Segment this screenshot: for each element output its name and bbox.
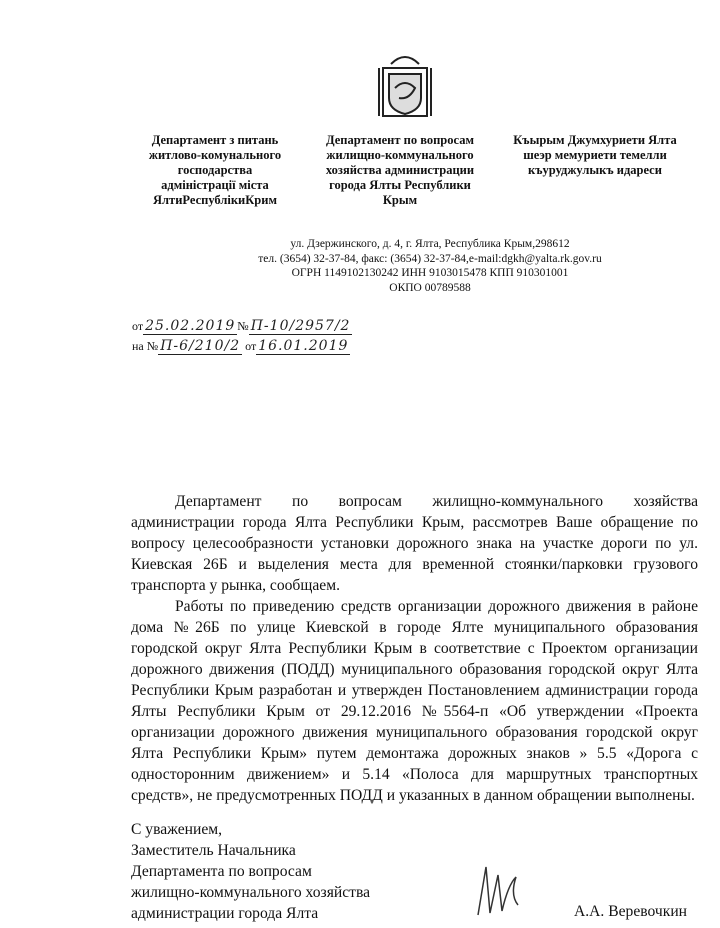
address: ул. Дзержинского, д. 4, г. Ялта, Республика Крым,298612: [290, 238, 570, 250]
header-line: шеэр мемуриети темелли: [523, 148, 667, 162]
header-ua: [140, 133, 290, 208]
label: от: [245, 339, 257, 353]
header-line: жилищно-коммунального: [326, 148, 474, 162]
outgoing-ref: [132, 318, 352, 334]
header-line: адміністрації міста: [161, 178, 269, 192]
letter-body: [131, 491, 698, 806]
incoming-number: П-6/210/2: [160, 338, 241, 354]
header-line: ЯлтиРеспублікиКрим: [153, 193, 277, 207]
registration-codes: ОГРН 1149102130242 ИНН 9103015478 КПП 910301001: [291, 267, 569, 279]
header-line: Крым: [382, 193, 418, 207]
header-line: Департамент по вопросам: [326, 133, 474, 147]
label: от: [132, 319, 144, 333]
label: на №: [132, 339, 159, 353]
header-line: города Ялты Республики: [329, 178, 471, 192]
coat-of-arms-emblem: [377, 54, 433, 120]
position-line: администрации города Ялта: [131, 905, 319, 922]
label: №: [237, 319, 249, 333]
paragraph: Работы по приведению средств организации дорожного движения в районе дома №26Б по улице Киевской в городе Ялте муниципального образования городской округ Ялта Республики Крым в соответствие с Проектом организации дорожного движения (ПОДД) муниципального образования городской округ Ялта Республики Крым разработан и утвержден Постановлением администрации города Ялты Республики Крым от 29.12.2016 №5564-п «Об утверждении «Проекта организации дорожного движения муниципального образования городской округ Ялта Республики Крым» путем демонтажа дорожных знаков » 5.5 «Дорога с односторонним движением» и 5.14 «Полоса для маршрутных транспортных средств», не предусмотренных ПОДД и указанных в данном обращении выполнены.: [131, 598, 698, 804]
header-line: Департамент з питань: [151, 133, 279, 147]
outgoing-number: П-10/2957/2: [250, 318, 351, 334]
header-line: хозяйства администрации: [325, 163, 475, 177]
paragraph: Департамент по вопросам жилищно-коммунального хозяйства администрации города Ялта Республики Крым, рассмотрев Ваше обращение по вопросу целесообразности установки дорожного знака на участке дороги по ул. Киевская 26Б и выделения места для временной стоянки/парковки грузового транспорта у рынка, сообщаем.: [131, 493, 698, 594]
requisites: [170, 237, 690, 295]
incoming-ref: [132, 338, 350, 354]
header-ru: [315, 133, 485, 208]
signature-block: [131, 819, 370, 924]
header-crh: [500, 133, 690, 178]
closing: С уважением,: [131, 821, 223, 838]
position-line: Заместитель Начальника: [131, 842, 296, 859]
position-line: Департамента по вопросам: [131, 863, 312, 880]
position-line: жилищно-коммунального хозяйства: [131, 884, 371, 901]
handwritten-signature: [468, 855, 528, 925]
contacts: тел. (3654) 32-37-84, факс: (3654) 32-37-84,e-mail:dgkh@yalta.rk.gov.ru: [258, 252, 602, 265]
header-line: Къырым Джумхуриети Ялта: [513, 133, 677, 147]
header-line: житлово-комунального: [148, 148, 282, 162]
signatory-name: А.А. Веревочкин: [574, 903, 688, 920]
header-line: къуруджулыкъ идареси: [528, 163, 662, 177]
outgoing-date: 25.02.2019: [145, 318, 236, 334]
okpo-code: ОКПО 00789588: [389, 281, 471, 294]
incoming-date: 16.01.2019: [258, 338, 349, 354]
header-line: господарства: [177, 163, 253, 177]
